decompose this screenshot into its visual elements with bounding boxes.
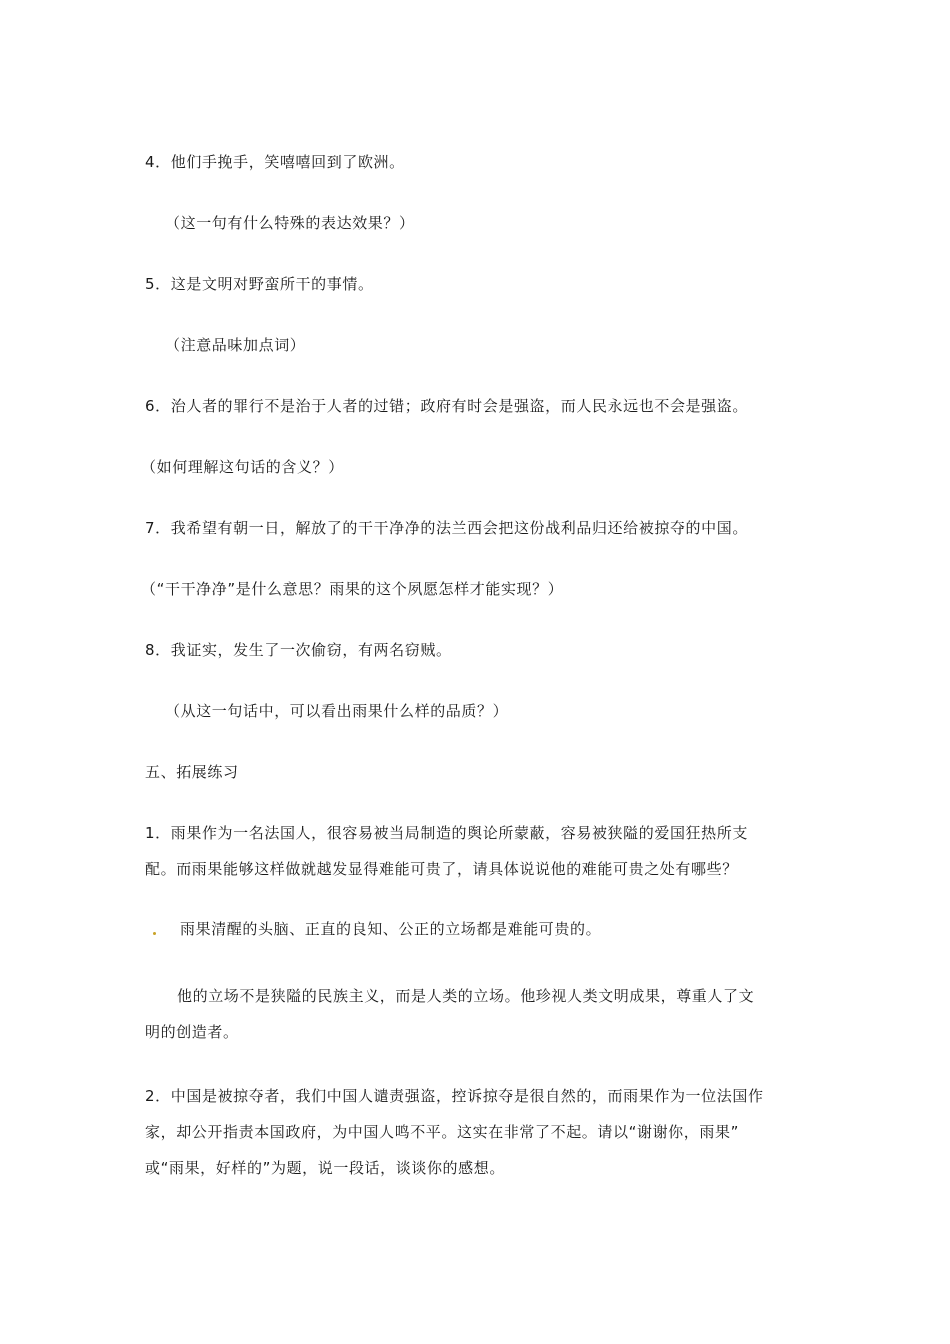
exercise-1-line-1: 1．雨果作为一名法国人，很容易被当局制造的舆论所蒙蔽，容易被狭隘的爱国狂热所支 <box>145 824 748 842</box>
question-5: 5．这是文明对野蛮所干的事情。 <box>145 275 374 293</box>
answer-1-line-3: 明的创造者。 <box>145 1023 239 1041</box>
section-heading: 五、拓展练习 <box>145 763 239 781</box>
answer-1-line-1: 雨果清醒的头脑、正直的良知、公正的立场都是难能可贵的。 <box>180 920 602 938</box>
question-8-hint: （从这一句话中，可以看出雨果什么样的品质？） <box>165 702 509 720</box>
question-6: 6．治人者的罪行不是治于人者的过错；政府有时会是强盗，而人民永远也不会是强盗。 <box>145 397 748 415</box>
question-7: 7．我希望有朝一日，解放了的干干净净的法兰西会把这份战利品归还给被掠夺的中国。 <box>145 519 748 537</box>
question-5-hint: （注意品味加点词） <box>165 336 306 354</box>
exercise-2-line-3: 或“雨果，好样的”为题，说一段话，谈谈你的感想。 <box>145 1159 505 1177</box>
answer-1-line-2: 他的立场不是狭隘的民族主义，而是人类的立场。他珍视人类文明成果，尊重人了文 <box>177 987 755 1005</box>
question-8: 8．我证实，发生了一次偷窃，有两名窃贼。 <box>145 641 452 659</box>
question-4-hint: （这一句有什么特殊的表达效果？） <box>165 214 415 232</box>
exercise-1-line-2: 配。而雨果能够这样做就越发显得难能可贵了，请具体说说他的难能可贵之处有哪些？ <box>145 860 738 878</box>
question-6-hint: （如何理解这句话的含义？） <box>141 458 344 476</box>
exercise-2-line-2: 家，却公开指责本国政府，为中国人鸣不平。这实在非常了不起。请以“谢谢你，雨果” <box>145 1123 739 1141</box>
question-7-hint: （“干干净净”是什么意思？雨果的这个夙愿怎样才能实现？） <box>141 580 564 598</box>
exercise-2-line-1: 2．中国是被掠夺者，我们中国人谴责强盗，控诉掠夺是很自然的，而雨果作为一位法国作 <box>145 1087 764 1105</box>
question-4: 4．他们手挽手，笑嘻嘻回到了欧洲。 <box>145 153 405 171</box>
marker-dot <box>153 932 156 935</box>
